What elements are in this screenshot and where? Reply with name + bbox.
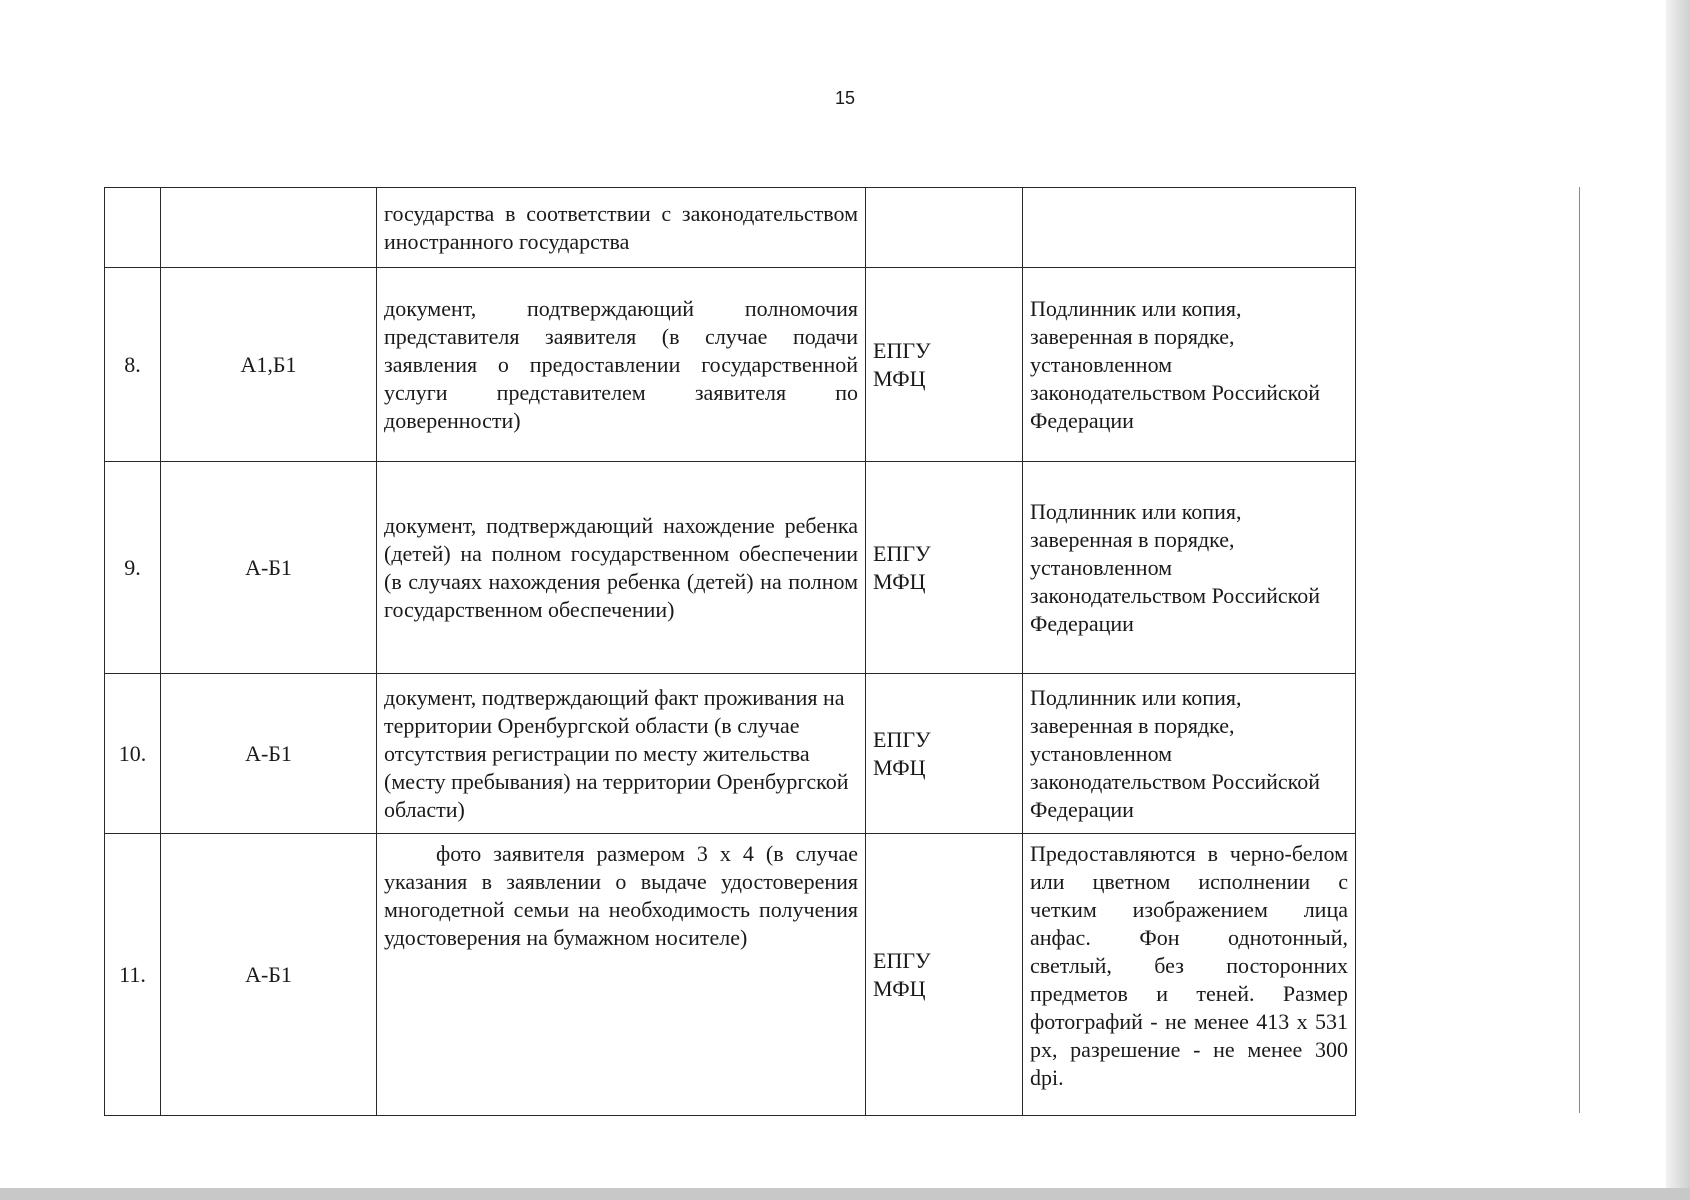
row-category: А-Б1 (161, 462, 377, 674)
row-document: документ, подтверждающий факт проживания на территории Оренбургской области (в случае отсутствия регистрации по месту жительства (месту пребывания) на территории Оренбургской области) (377, 674, 866, 834)
row-source (866, 268, 1023, 462)
source-epgu: ЕПГУ (873, 337, 931, 363)
table-row (105, 674, 1356, 834)
page-number: 15 (834, 88, 856, 108)
row-note (1023, 188, 1356, 268)
row-note: Подлинник или копия, заверенная в порядке, установленном законодательством Российской Федерации (1023, 674, 1356, 834)
source-mfc: МФЦ (873, 568, 926, 594)
row-category (161, 188, 377, 268)
row-note: Подлинник или копия, заверенная в порядке, установленном законодательством Российской Федерации (1023, 268, 1356, 462)
row-source (866, 462, 1023, 674)
row-source (866, 834, 1023, 1116)
scan-border-line (1579, 187, 1580, 1113)
row-number: 11. (105, 834, 161, 1116)
row-number: 9. (105, 462, 161, 674)
row-number (105, 188, 161, 268)
row-source (866, 674, 1023, 834)
documents-table (104, 187, 1356, 1116)
row-note: Подлинник или копия, заверенная в порядке, установленном законодательством Российской Федерации (1023, 462, 1356, 674)
row-category: А1,Б1 (161, 268, 377, 462)
row-document-text: фото заявителя размером 3 х 4 (в случае указания в заявлении о выдаче удостоверения многодетной семьи на необходимость получения удостоверения на бумажном носителе) (384, 841, 858, 950)
row-category: А-Б1 (161, 834, 377, 1116)
scan-bottom-edge (0, 1188, 1690, 1200)
source-epgu: ЕПГУ (873, 540, 931, 566)
table-row-continuation (105, 188, 1356, 268)
table-row (105, 268, 1356, 462)
table-row (105, 462, 1356, 674)
row-number: 10. (105, 674, 161, 834)
scan-page-edge (1666, 0, 1690, 1200)
row-note: Предоставляются в черно-белом или цветном исполнении с четким изображением лица анфас. Фон однотонный, светлый, без посторонних предметов и теней. Размер фотографий - не менее 413 х 531 px, разрешение - не менее 300 dpi. (1023, 834, 1356, 1116)
row-category: А-Б1 (161, 674, 377, 834)
table-row (105, 834, 1356, 1116)
source-mfc: МФЦ (873, 365, 926, 391)
row-number: 8. (105, 268, 161, 462)
source-epgu: ЕПГУ (873, 947, 931, 973)
source-mfc: МФЦ (873, 975, 926, 1001)
row-document (377, 834, 866, 1116)
row-document: государства в соответствии с законодательством иностранного государства (377, 188, 866, 268)
source-mfc: МФЦ (873, 754, 926, 780)
row-document: документ, подтверждающий нахождение ребенка (детей) на полном государственном обеспечении (в случаях нахождения ребенка (детей) на полном государственном обеспечении) (377, 462, 866, 674)
row-document: документ, подтверждающий полномочия представителя заявителя (в случае подачи заявления о предоставлении государственной услуги представителем заявителя по доверенности) (377, 268, 866, 462)
source-epgu: ЕПГУ (873, 726, 931, 752)
row-source (866, 188, 1023, 268)
